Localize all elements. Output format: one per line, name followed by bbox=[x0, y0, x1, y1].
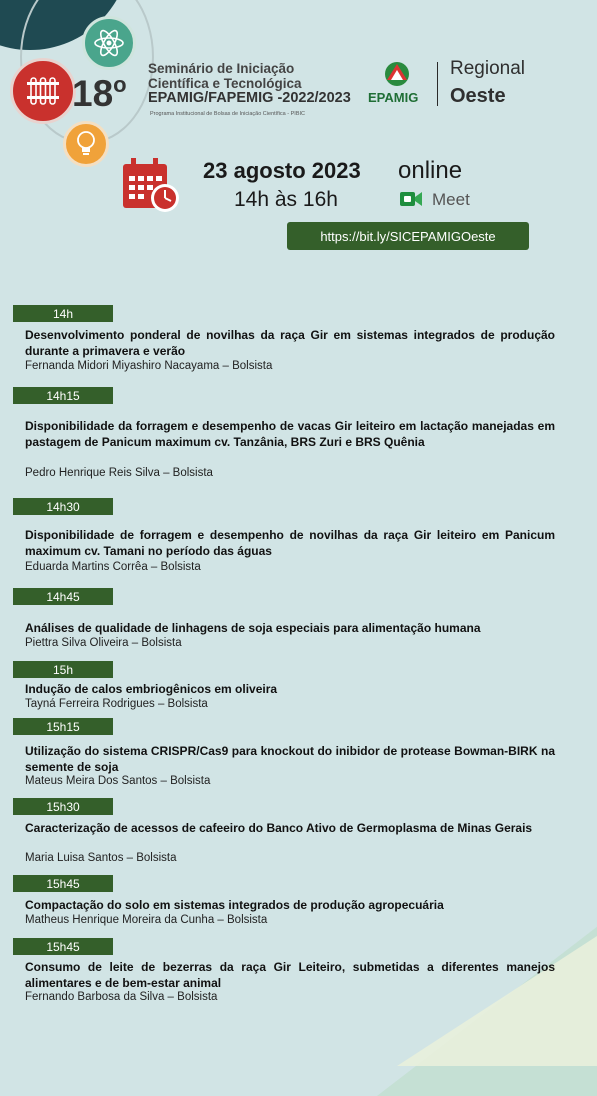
talk-title: Compactação do solo em sistemas integrados de produção agropecuária bbox=[25, 898, 444, 912]
calendar-clock-icon bbox=[121, 158, 181, 214]
epamig-name: EPAMIG bbox=[368, 90, 419, 105]
talk-title: Consumo de leite de bezerras da raça Gir Leiteiro, submetidas a diferentes manejos alimentares e de bem-estar animal bbox=[25, 960, 555, 990]
talk-title: Desenvolvimento ponderal de novilhas da raça Gir em sistemas integrados de produção durante a primavera e verão bbox=[25, 328, 555, 358]
time-badge: 15h15 bbox=[13, 718, 113, 735]
event-date: 23 agosto 2023 bbox=[203, 158, 361, 183]
time-badge: 14h45 bbox=[13, 588, 113, 605]
event-time: 14h às 16h bbox=[234, 188, 338, 211]
regional-label: Regional bbox=[450, 58, 525, 79]
talk-author: Fernando Barbosa da Silva – Bolsista bbox=[25, 991, 218, 1003]
atom-icon bbox=[82, 16, 136, 70]
seminar-title-line: EPAMIG/FAPEMIG -2022/2023 bbox=[148, 90, 351, 106]
lightbulb-icon bbox=[63, 121, 109, 167]
talk-title: Análises de qualidade de linhagens de soja especiais para alimentação humana bbox=[25, 621, 481, 635]
program-subtitle: Programa Institucional de Bolsas de Iniciação Científica - PIBIC bbox=[150, 111, 305, 117]
time-badge: 15h bbox=[13, 661, 113, 678]
talk-title: Indução de calos embriogênicos em oliveira bbox=[25, 682, 278, 696]
time-badge: 15h45 bbox=[13, 875, 113, 892]
time-badge: 15h30 bbox=[13, 798, 113, 815]
time-badge: 14h bbox=[13, 305, 113, 322]
talk-author: Tayná Ferreira Rodrigues – Bolsista bbox=[25, 698, 208, 710]
meet-label: Meet bbox=[432, 190, 470, 209]
event-link[interactable]: https://bit.ly/SICEPAMIGOeste bbox=[287, 222, 529, 250]
talk-author: Mateus Meira Dos Santos – Bolsista bbox=[25, 775, 211, 787]
seminar-edition: 18$^o$ bbox=[72, 72, 127, 114]
talk-title: Disponibilidade de forragem e desempenho de novilhas da raça Gir leiteiro em Panicum maximum cv. Tamani no período das águas bbox=[25, 528, 555, 558]
talk-author: Eduarda Martins Corrêa – Bolsista bbox=[25, 561, 201, 573]
talk-title: Disponibilidade da forragem e desempenho de vacas Gir leiteiro em lactação manejadas em pastagem de Panicum maximum cv. Tanzânia, BRS Zuri e BRS Quênia bbox=[25, 419, 555, 449]
talk-author: Maria Luisa Santos – Bolsista bbox=[25, 852, 177, 864]
event-mode: online bbox=[398, 157, 463, 184]
google-meet-icon bbox=[399, 187, 423, 211]
talk-author: Piettra Silva Oliveira – Bolsista bbox=[25, 637, 182, 649]
seminar-title bbox=[148, 61, 351, 106]
seminar-title-line: Científica e Tecnológica bbox=[148, 76, 302, 91]
time-badge: 15h45 bbox=[13, 938, 113, 955]
time-badge: 14h15 bbox=[13, 387, 113, 404]
seminar-title-line: Seminário de Iniciação bbox=[148, 61, 295, 76]
regional-name: Oeste bbox=[450, 85, 506, 107]
talk-title: Utilização do sistema CRISPR/Cas9 para knockout do inibidor de protease Bowman-BIRK na semente de soja bbox=[25, 744, 555, 774]
talk-title: Caracterização de acessos de cafeeiro do Banco Ativo de Germoplasma de Minas Gerais bbox=[25, 821, 533, 835]
time-badge: 14h30 bbox=[13, 498, 113, 515]
talk-author: Pedro Henrique Reis Silva – Bolsista bbox=[25, 467, 213, 479]
talk-author: Matheus Henrique Moreira da Cunha – Bolsista bbox=[25, 914, 268, 926]
test-tubes-icon bbox=[10, 58, 76, 124]
talk-author: Fernanda Midori Miyashiro Nacayama – Bolsista bbox=[25, 360, 273, 372]
header-divider bbox=[437, 62, 438, 106]
